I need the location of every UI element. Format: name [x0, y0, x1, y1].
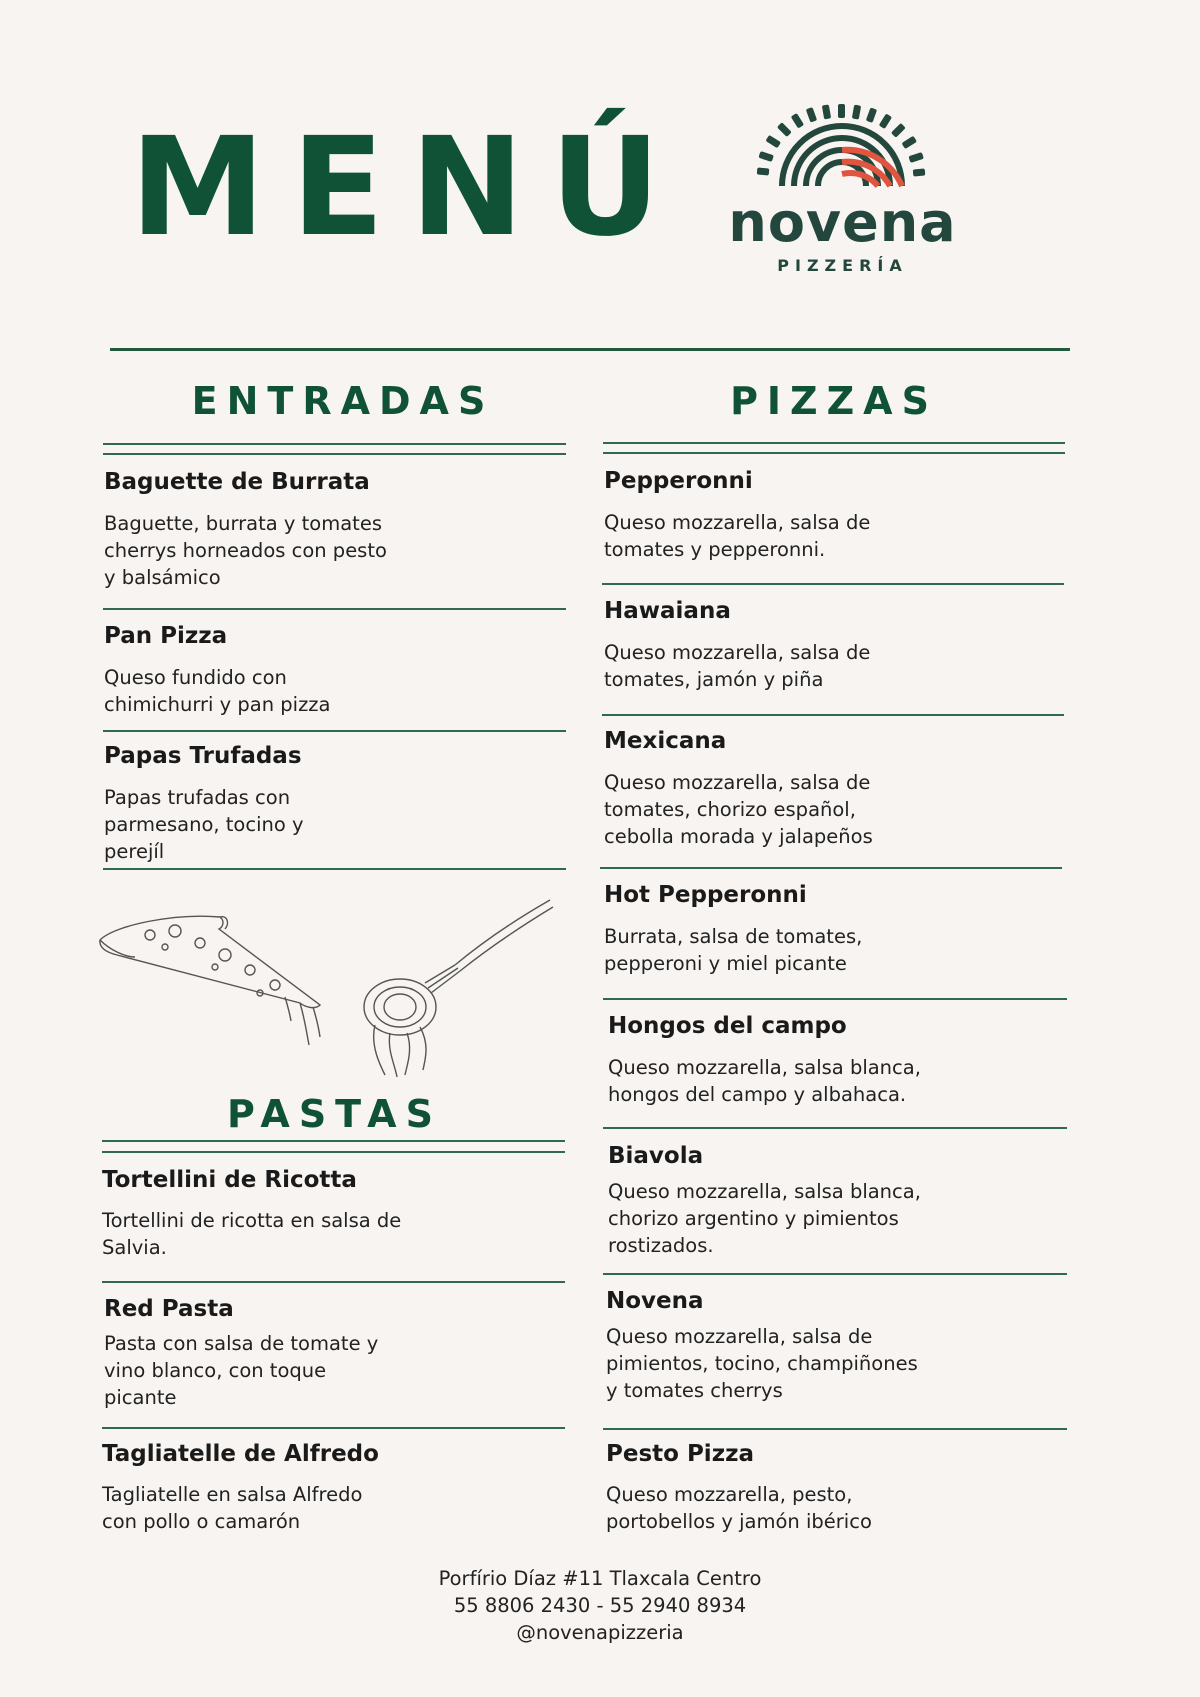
divider: [103, 730, 566, 732]
pizzeria-logo: [720, 98, 980, 288]
pizza-slice-icon: [100, 916, 320, 1045]
menu-item-desc: Queso mozzarella, salsa blanca, chorizo argentino y pimientos rostizados.: [608, 1180, 921, 1257]
divider: [603, 442, 1065, 444]
menu-item-desc: Burrata, salsa de tomates, pepperoni y miel picante: [604, 925, 863, 975]
divider: [103, 453, 566, 455]
menu-item-desc: Queso fundido con chimichurri y pan pizza: [104, 666, 331, 716]
menu-item-desc: Queso mozzarella, salsa de tomates, chorizo español, cebolla morada y jalapeños: [604, 771, 873, 848]
divider: [602, 714, 1064, 716]
header-divider: [110, 348, 1070, 351]
divider: [603, 1428, 1067, 1430]
food-illustration: [95, 895, 555, 1080]
menu-item-desc: Queso mozzarella, salsa blanca, hongos del campo y albahaca.: [608, 1056, 921, 1106]
menu-item-name: Pesto Pizza: [606, 1441, 754, 1467]
menu-item-name: Baguette de Burrata: [104, 469, 370, 495]
menu-item-name: Red Pasta: [104, 1296, 234, 1322]
divider: [603, 1273, 1067, 1275]
menu-item-desc: Baguette, burrata y tomates cherrys horneados con pesto y balsámico: [104, 512, 387, 589]
menu-item-name: Tortellini de Ricotta: [102, 1167, 357, 1193]
section-title-entradas: ENTRADAS: [191, 379, 495, 423]
divider: [602, 583, 1064, 585]
footer-address: Porfírio Díaz #11 Tlaxcala Centro: [438, 1567, 762, 1590]
footer: [0, 1565, 1200, 1646]
footer-social: @novenapizzeria: [516, 1621, 684, 1644]
divider: [603, 998, 1067, 1000]
menu-item-desc: Pasta con salsa de tomate y vino blanco, con toque picante: [104, 1332, 379, 1409]
menu-item-desc: Queso mozzarella, pesto, portobellos y jamón ibérico: [606, 1483, 872, 1533]
menu-item-desc: Queso mozzarella, salsa de tomates, jamón y piña: [604, 641, 871, 691]
menu-item-name: Hawaiana: [604, 598, 731, 624]
divider: [600, 867, 1062, 869]
section-title-pastas: PASTAS: [227, 1092, 442, 1136]
menu-item-name: Mexicana: [604, 728, 727, 754]
logo-subtitle: PIZZERÍA: [777, 256, 908, 275]
divider: [603, 452, 1065, 454]
menu-item-name: Pepperonni: [604, 468, 753, 494]
divider: [102, 1140, 565, 1142]
oven-arch-icon: [720, 98, 965, 193]
menu-item-name: Pan Pizza: [104, 623, 228, 649]
menu-item-name: Hot Pepperonni: [604, 882, 807, 908]
divider: [103, 868, 566, 870]
menu-title: MENÚ: [130, 109, 687, 267]
menu-item-name: Tagliatelle de Alfredo: [102, 1441, 379, 1467]
menu-item-desc: Tortellini de ricotta en salsa de Salvia.: [102, 1209, 402, 1259]
spaghetti-fork-icon: [364, 900, 553, 1077]
divider: [102, 1151, 565, 1153]
divider: [103, 443, 566, 445]
divider: [102, 1427, 565, 1429]
divider: [603, 1127, 1067, 1129]
footer-phones: 55 8806 2430 - 55 2940 8934: [453, 1594, 747, 1617]
menu-item-name: Hongos del campo: [608, 1013, 847, 1039]
menu-item-desc: Queso mozzarella, salsa de pimientos, tocino, champiñones y tomates cherrys: [606, 1325, 918, 1402]
menu-item-name: Biavola: [608, 1143, 704, 1169]
menu-item-name: Novena: [606, 1288, 704, 1314]
menu-item-desc: Papas trufadas con parmesano, tocino y perejíl: [104, 786, 304, 863]
menu-item-name: Papas Trufadas: [104, 743, 302, 769]
section-title-pizzas: PIZZAS: [730, 379, 938, 423]
logo-wordmark: novena: [728, 191, 957, 254]
divider: [103, 608, 566, 610]
menu-item-desc: Tagliatelle en salsa Alfredo con pollo o camarón: [102, 1483, 363, 1533]
menu-item-desc: Queso mozzarella, salsa de tomates y pepperonni.: [604, 511, 871, 561]
divider: [102, 1281, 565, 1283]
